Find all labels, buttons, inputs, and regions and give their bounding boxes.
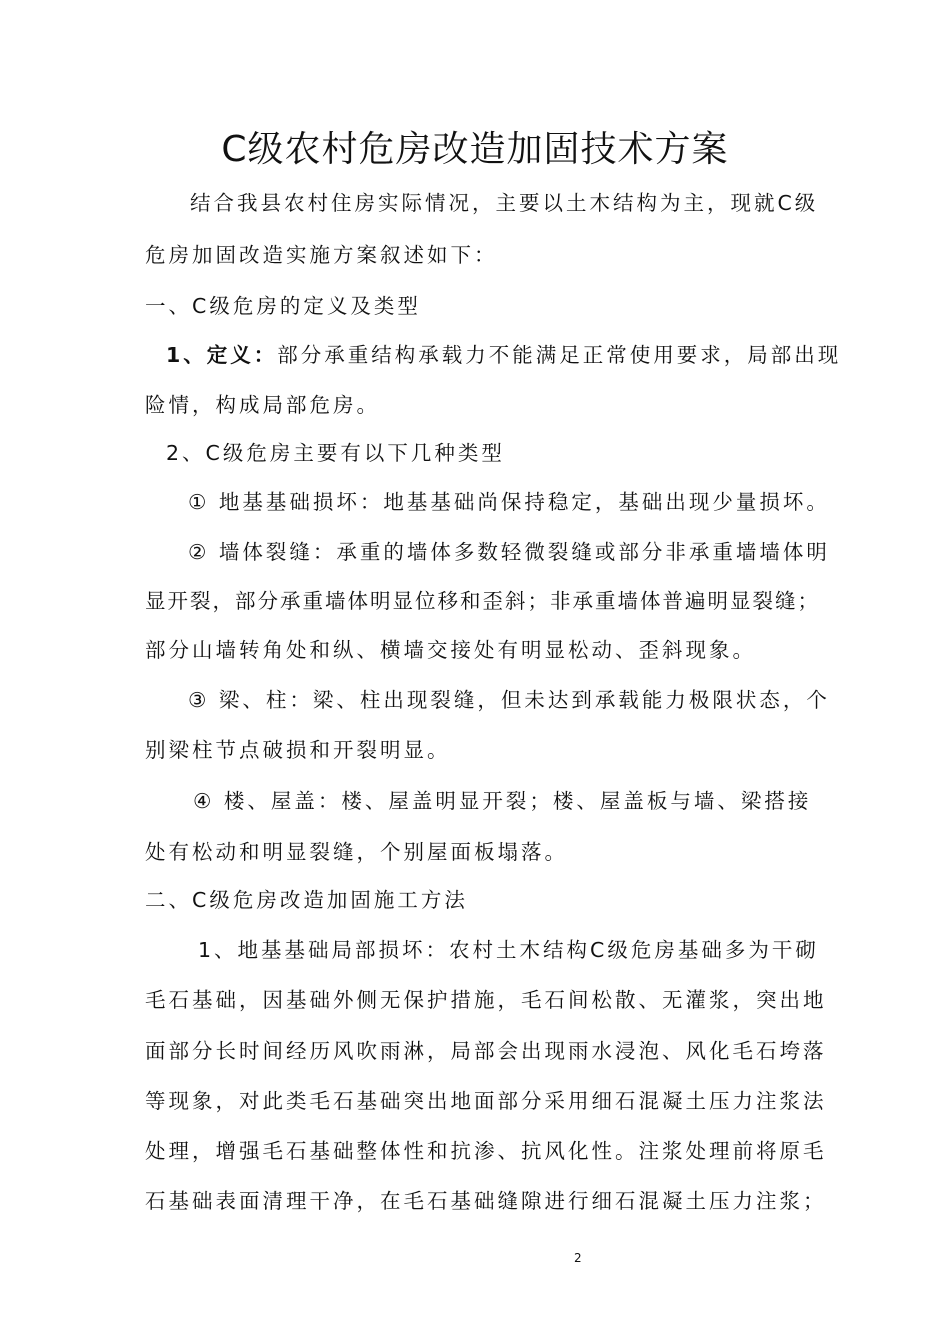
- type-3-line-1: ③ 梁、柱：梁、柱出现裂缝，但未达到承载能力极限状态，个: [188, 688, 830, 712]
- definition-line-2: 险情，构成局部危房。: [145, 393, 380, 417]
- type-1: ① 地基基础损坏：地基基础尚保持稳定，基础出现少量损坏。: [188, 490, 830, 514]
- type-2-line-3: 部分山墙转角处和纵、横墙交接处有明显松动、歪斜现象。: [145, 638, 756, 662]
- section-heading-2: 二、C级危房改造加固施工方法: [145, 888, 468, 912]
- definition-line-1: [166, 340, 841, 370]
- type-4-line-1: ④ 楼、屋盖：楼、屋盖明显开裂；楼、屋盖板与墙、梁搭接: [193, 789, 812, 813]
- definition-label: 1、定义：: [166, 343, 278, 367]
- intro-line-2: 危房加固改造实施方案叙述如下：: [145, 243, 498, 267]
- method-1-line-1: 1、地基基础局部损坏：农村土木结构C级危房基础多为干砌: [198, 938, 819, 962]
- definition-text: 部分承重结构承载力不能满足正常使用要求，局部出现: [277, 343, 842, 367]
- section-heading-1: 一、C级危房的定义及类型: [145, 294, 421, 318]
- method-1-line-5: 处理，增强毛石基础整体性和抗渗、抗风化性。注浆处理前将原毛: [145, 1139, 827, 1163]
- type-3-line-2: 别梁柱节点破损和开裂明显。: [145, 738, 451, 762]
- document-title: C级农村危房改造加固技术方案: [221, 129, 729, 170]
- types-heading: 2、C级危房主要有以下几种类型: [166, 441, 505, 465]
- method-1-line-6: 石基础表面清理干净，在毛石基础缝隙进行细石混凝土压力注浆；: [145, 1189, 827, 1213]
- method-1-line-2: 毛石基础，因基础外侧无保护措施，毛石间松散、无灌浆，突出地: [145, 988, 827, 1012]
- method-1-line-4: 等现象，对此类毛石基础突出地面部分采用细石混凝土压力注浆法: [145, 1089, 827, 1113]
- type-2-line-2: 显开裂，部分承重墙体明显位移和歪斜；非承重墙体普遍明显裂缝；: [145, 589, 820, 613]
- method-1-line-3: 面部分长时间经历风吹雨淋，局部会出现雨水浸泡、风化毛石垮落: [145, 1039, 827, 1063]
- type-4-line-2: 处有松动和明显裂缝，个别屋面板塌落。: [145, 840, 568, 864]
- type-2-line-1: ② 墙体裂缝：承重的墙体多数轻微裂缝或部分非承重墙墙体明: [188, 540, 830, 564]
- page-number: 2: [574, 1251, 582, 1265]
- intro-line-1: 结合我县农村住房实际情况，主要以土木结构为主，现就C级: [190, 191, 819, 215]
